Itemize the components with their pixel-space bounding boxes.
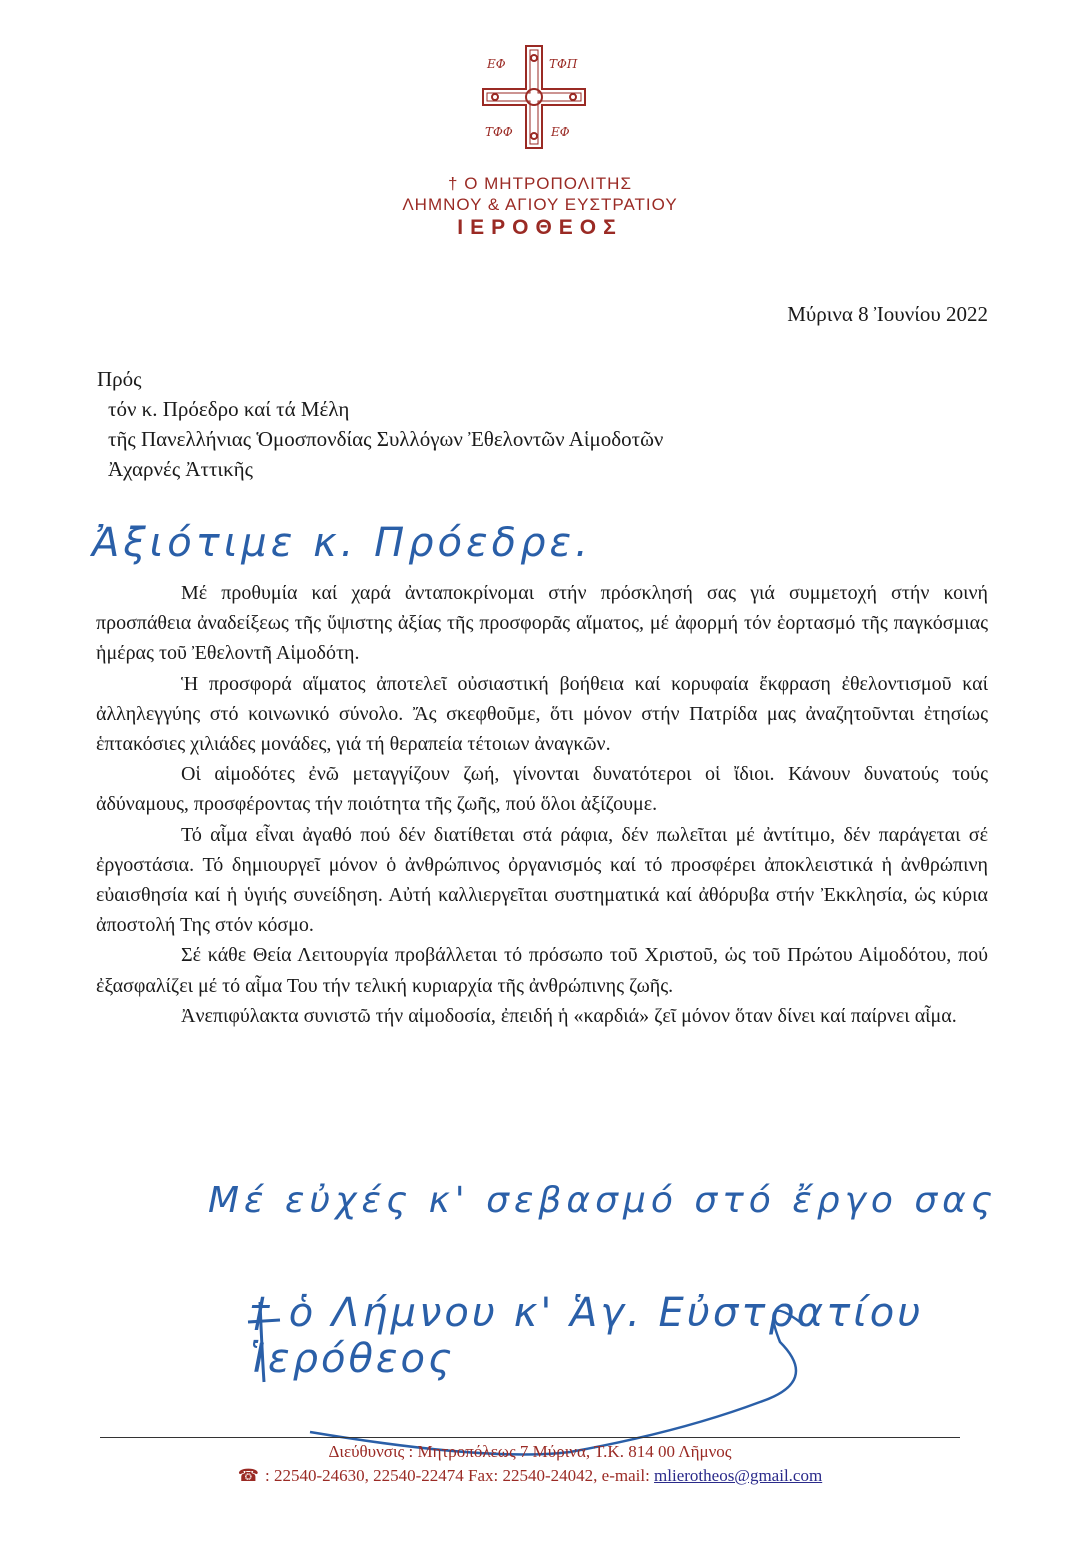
recipient-line: τόν κ. Πρόεδρο καί τά Μέλη: [108, 397, 350, 421]
body-paragraph: Ἀνεπιφύλακτα συνιστῶ τήν αἱμοδοσία, ἐπειδή ἡ «καρδιά» ζεῖ μόνον ὅταν δίνει καί παίρνει αἷμα.: [181, 1004, 957, 1027]
seal-letters-tl: ΕΦ: [487, 57, 506, 71]
footer-divider: [100, 1437, 960, 1438]
footer-phone-fax: : 22540-24630, 22540-22474 Fax: 22540-24042, e-mail:: [264, 1466, 655, 1485]
recipient-line: τῆς Πανελλήνιας Ὁμοσπονδίας Συλλόγων Ἐθελοντῶν Αἱμοδοτῶν: [108, 427, 664, 451]
body-paragraph: Μέ προθυμία καί χαρά ἀνταποκρίνομαι στήν πρόσκλησή σας γιά συμμετοχή στήν κοινή προσπάθεια ἀναδείξεως τῆς ὕψιστης ἀξίας τῆς προσφορᾶς αἵματος, μέ ἀφορμή τόν ἑορτασμό τῆς παγκόσμιας ἡμέρας τοῦ Ἐθελοντῆ Αἱμοδότη.: [96, 582, 988, 665]
footer-address: Διεύθυνσις : Μητροπόλεως 7 Μύρινα, Τ.Κ. 814 00 Λῆμνος: [328, 1442, 732, 1461]
recipient-block: [97, 364, 663, 484]
body-paragraph: Σέ κάθε Θεία Λειτουργία προβάλλεται τό πρόσωπο τοῦ Χριστοῦ, ὡς τοῦ Πρώτου Αἱμοδότου, πού ἐξασφαλίζει μέ τό αἷμα Του τήν τελική κυριαρχία τῆς ἀνθρώπινης ζωῆς.: [96, 944, 988, 997]
recipient-line: Ἀχαρνές Ἀττικῆς: [108, 457, 253, 481]
seal-letters-tr: ΤΦΠ: [549, 57, 578, 71]
recipient-line: Πρός: [97, 367, 142, 391]
cross-seal-icon: [477, 40, 591, 154]
letterhead-name: ΙΕΡΟΘΕΟΣ: [457, 216, 623, 239]
handwritten-signature: † ὁ Λήμνου κ' Ἁγ. Εὐστρατίου Ἱερόθεος: [250, 1290, 924, 1382]
letter-body: [96, 578, 988, 1031]
telephone-icon: ☎: [237, 1466, 259, 1485]
body-paragraph: Ἡ προσφορά αἵματος ἀποτελεῖ οὐσιαστική βοήθεια καί κορυφαία ἔκφραση ἐθελοντισμοῦ καί ἀλληλεγγύης στό κοινωνικό σύνολο. Ἄς σκεφθοῦμε, ὅτι μόνον στήν Πατρίδα μας ἀναζητοῦνται ἐτησίως ἑπτακόσιες χιλιάδες μονάδες, γιά τή θεραπεία τέτοιων ἀναγκῶν.: [96, 672, 988, 756]
body-paragraph: Τό αἷμα εἶναι ἀγαθό πού δέν διατίθεται στά ράφια, δέν πωλεῖται μέ ἀντίτιμο, δέν παράγεται σέ ἐργοστάσια. Τό δημιουργεῖ μόνον ὁ ἀνθρώπινος ὀργανισμός καί τό προσφέρει ἀποκλειστικά ἡ ἀνθρώπινη εὐαισθησία καί ἡ ὑγιής συνείδηση. Αὐτή καλλιεργεῖται συστηματικά καί ἀθόρυβα στήν Ἐκκλησία, ὡς κύρια ἀποστολή Της στόν κόσμο.: [96, 823, 988, 937]
seal-letters-br: ΕΦ: [551, 125, 570, 139]
seal-letters-bl: ΤΦΦ: [485, 125, 513, 139]
letter-date: Μύρινα 8 Ἰουνίου 2022: [787, 302, 988, 326]
handwritten-salutation: Ἀξιότιμε κ. Πρόεδρε.: [92, 520, 592, 566]
handwritten-closing: Μέ εὐχές κ' σεβασμό στό ἔργο σας: [208, 1180, 998, 1221]
footer-email-link[interactable]: mlierotheos@gmail.com: [654, 1466, 823, 1485]
body-paragraph: Οἱ αἱμοδότες ἐνῶ μεταγγίζουν ζωή, γίνονται δυνατότεροι οἱ ἴδιοι. Κάνουν δυνατούς τούς ἀδύναμους, προσφέροντας τήν ποιότητα τῆς ζωῆς, πού ὅλοι ἀξίζουμε.: [96, 763, 988, 816]
letterhead-title: † Ο ΜΗΤΡΟΠΟΛΙΤΗΣ: [448, 174, 632, 193]
letterhead-diocese: ΛΗΜΝΟΥ & ΑΓΙΟΥ ΕΥΣΤΡΑΤΙΟΥ: [402, 195, 678, 214]
footer-contacts: [100, 1466, 960, 1486]
